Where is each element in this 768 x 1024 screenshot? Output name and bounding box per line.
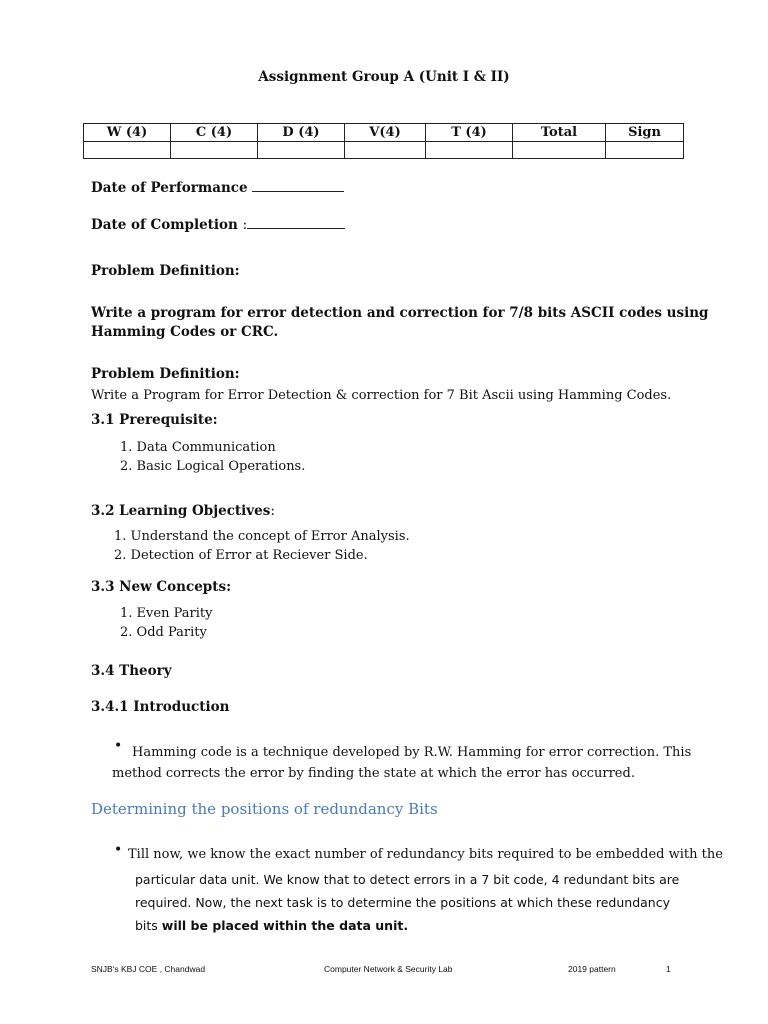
bullet-icon: • <box>114 842 123 858</box>
header-cell: T (4) <box>426 124 513 142</box>
date-of-completion-label: Date of Completion <box>91 217 238 233</box>
date-of-completion-blank <box>247 216 345 229</box>
footer-pattern: 2019 pattern <box>568 964 616 974</box>
problem-definition-heading-2: Problem Definition: <box>91 366 240 382</box>
list-item: 2. Basic Logical Operations. <box>120 459 306 474</box>
new-concepts-heading: 3.3 New Concepts: <box>91 579 232 595</box>
redundancy-line-bold: will be placed within the data unit. <box>161 918 409 933</box>
grade-table-value-row <box>84 142 684 159</box>
list-item: 2. Detection of Error at Reciever Side. <box>114 548 368 563</box>
value-cell <box>258 142 345 159</box>
list-item: 1. Data Communication <box>120 440 276 455</box>
header-cell: V(4) <box>345 124 426 142</box>
footer-course: Computer Network & Security Lab <box>324 964 453 974</box>
problem-statement-line: Write a program for error detection and correction for 7/8 bits ASCII codes using <box>91 305 709 321</box>
learning-objectives-colon: : <box>270 503 275 519</box>
list-item: 1. Even Parity <box>120 606 213 621</box>
value-cell <box>606 142 684 159</box>
header-cell: Total <box>513 124 606 142</box>
problem-definition-text: Write a Program for Error Detection & correction for 7 Bit Ascii using Hamming Codes. <box>91 388 672 403</box>
date-of-completion <box>91 216 345 233</box>
value-cell <box>513 142 606 159</box>
date-of-performance-blank <box>252 179 344 192</box>
introduction-heading: 3.4.1 Introduction <box>91 699 230 715</box>
redundancy-line-last <box>135 914 408 937</box>
header-cell: Sign <box>606 124 684 142</box>
footer-institution: SNJB's KBJ COE , Chandwad <box>91 964 206 974</box>
grade-table-header-row <box>84 124 684 142</box>
learning-objectives-list <box>114 527 410 565</box>
problem-statement-line: Hamming Codes or CRC. <box>91 324 279 340</box>
redundancy-line: particular data unit. We know that to detect errors in a 7 bit code, 4 redundant bits are <box>135 872 680 887</box>
theory-heading: 3.4 Theory <box>91 663 172 679</box>
introduction-line: Hamming code is a technique developed by R.W. Hamming for error correction. This <box>132 745 692 760</box>
problem-definition-heading: Problem Definition: <box>91 263 240 279</box>
date-of-completion-colon: : <box>242 217 248 233</box>
introduction-line: method corrects the error by finding the state at which the error has occurred. <box>112 766 635 781</box>
header-cell: C (4) <box>171 124 258 142</box>
redundancy-line-plain: bits <box>135 918 162 933</box>
footer-page-number: 1 <box>666 964 671 974</box>
grade-table <box>83 123 684 159</box>
bullet-icon: • <box>114 738 123 754</box>
learning-objectives-heading <box>91 503 275 519</box>
new-concepts-list <box>120 604 212 642</box>
list-item: 1. Understand the concept of Error Analysis. <box>114 529 410 544</box>
list-item: 2. Odd Parity <box>120 625 207 640</box>
redundancy-heading: Determining the positions of redundancy Bits <box>91 800 438 818</box>
prerequisite-list <box>120 438 305 476</box>
value-cell <box>426 142 513 159</box>
redundancy-line: required. Now, the next task is to determine the positions at which these redundancy <box>135 895 670 910</box>
redundancy-line: Till now, we know the exact number of redundancy bits required to be embedded with the <box>128 847 723 862</box>
document-title: Assignment Group A (Unit I & II) <box>258 69 510 85</box>
learning-objectives-title: 3.2 Learning Objectives <box>91 503 271 519</box>
prerequisite-heading: 3.1 Prerequisite: <box>91 412 218 428</box>
date-of-performance-label: Date of Performance <box>91 180 248 196</box>
value-cell <box>345 142 426 159</box>
header-cell: W (4) <box>84 124 171 142</box>
value-cell <box>171 142 258 159</box>
date-of-performance <box>91 179 344 196</box>
header-cell: D (4) <box>258 124 345 142</box>
value-cell <box>84 142 171 159</box>
